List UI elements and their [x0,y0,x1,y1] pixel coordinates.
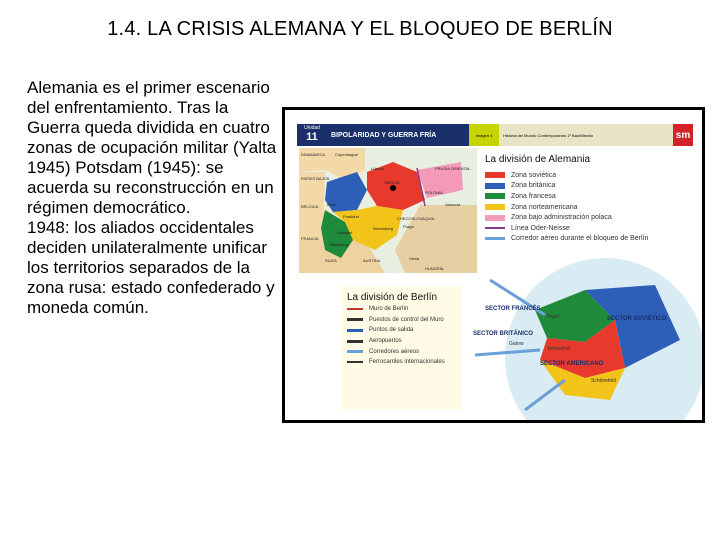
label-gatow: Gatow [509,341,524,347]
unit-number: 11 [306,131,318,143]
legend-swatch [347,350,363,353]
legend-swatch [347,308,363,310]
berlin-marker [390,185,396,191]
legend-swatch [485,215,505,221]
place-suiza: SUIZA [325,258,337,263]
place-bonn: Bonn [327,202,337,207]
place-francia: FRANCIA [301,236,319,241]
place-belgica: BÉLGICA [301,204,319,209]
legend-item [485,191,695,202]
place-prusia-oriental: PRUSIA ORIENTAL [435,166,471,171]
germany-division-figure [282,107,705,423]
legend-item [485,212,695,223]
legend-item [485,223,695,234]
legend-label: Puestos de control del Muro [369,316,444,323]
legend-label: Zona bajo administración polaca [511,214,612,222]
place-polonia: POLONIA [425,190,443,195]
legend-swatch [485,183,505,189]
place-varsovia: Varsovia [445,202,461,207]
legend-label: Muro de Berlín [369,306,409,313]
legend-swatch [485,204,505,210]
legend-swatch [485,193,505,199]
place-lubeck: Lübeck [371,166,384,171]
legend-label: Zona británica [511,182,556,190]
legend-item [347,346,457,357]
legend-label: Zona soviética [511,171,557,179]
legend-label: Puntos de salida [369,327,414,334]
germany-map-title: La división de Alemania [485,154,591,165]
legend-label: Corredores aéreos [369,348,420,355]
legend-label: Ferrocarriles internacionales [369,359,445,366]
label-schonefeld: Schönefeld [591,378,617,384]
label-tegel: Tegel [547,314,559,320]
legend-swatch [485,227,505,229]
railway-icon [347,361,363,363]
label-tempelhof: Tempelhof [547,346,571,352]
germany-legend [485,170,695,244]
legend-label: Corredor aéreo durante el bloqueo de Berlín [511,235,649,243]
place-nuremberg: Núremberg [373,226,394,231]
legend-item [485,202,695,213]
place-austria: AUSTRIA [363,258,381,263]
label-sector-frances: SECTOR FRANCÉS [485,306,541,312]
place-heidelberg: Heidelberg [329,242,349,247]
unit-label: Unidad [304,125,320,131]
berlin-legend [347,304,457,368]
label-sector-britanico: SECTOR BRITÁNICO [473,331,533,337]
berlin-map-title: La división de Berlín [347,292,438,303]
paragraph-1: Alemania es el primer escenario del enfrentamiento. Tras la Guerra queda dividida en cuatro zonas de ocupación militar (Yalta 1945) Potsdam (1945): se acuerda su reconstrucción en un régimen democrático. [27,78,277,217]
image-label: Imagen 4 [469,124,499,146]
airplane-icon [347,340,363,343]
legend-label: Zona norteamericana [511,203,578,211]
slide-body [27,78,279,318]
maps-illustration [285,110,702,420]
place-paises-bajos: PAÍSES BAJOS [301,176,330,181]
place-frankfurt: Frankfurt [343,214,360,219]
checkpoint-icon [347,318,363,321]
place-checoslovaquia: CHECOSLOVAQUIA [397,216,435,221]
place-stuttgart: Stuttgart [337,230,353,235]
legend-label: Línea Oder-Neisse [511,224,570,232]
legend-item [485,170,695,181]
legend-item [347,304,457,315]
place-hungria: HUNGRÍA [425,266,444,271]
place-berlin: BERLÍN [385,180,400,185]
book-title: Historia del Mundo Contemporáneo 1º Bachillerato [499,124,673,146]
legend-item [347,315,457,326]
label-sector-sovietico: SECTOR SOVIÉTICO [607,316,667,322]
place-copenhague: Copenhague [335,152,358,157]
place-dinamarca: DINAMARCA [301,152,326,157]
banner-title: BIPOLARIDAD Y GUERRA FRÍA [327,124,469,146]
arrow-icon [485,237,505,240]
legend-label: Aeropuertos [369,338,402,345]
publisher-logo: sm [673,124,693,146]
legend-swatch [485,172,505,178]
legend-label: Zona francesa [511,192,556,200]
legend-item [347,357,457,368]
legend-item [347,336,457,347]
place-viena: Viena [409,256,420,261]
place-praga: Praga [403,224,414,229]
legend-item [485,234,695,245]
label-sector-americano: SECTOR AMERICANO [540,361,604,367]
paragraph-2: 1948: los aliados occidentales deciden unilateralmente unificar los territorios separados de la zona rusa: estado confederado y moneda común. [27,218,275,317]
legend-item [485,181,695,192]
exit-arrow-icon [347,329,363,332]
legend-item [347,325,457,336]
slide-title: 1.4. LA CRISIS ALEMANA Y EL BLOQUEO DE BERLÍN [107,18,613,40]
